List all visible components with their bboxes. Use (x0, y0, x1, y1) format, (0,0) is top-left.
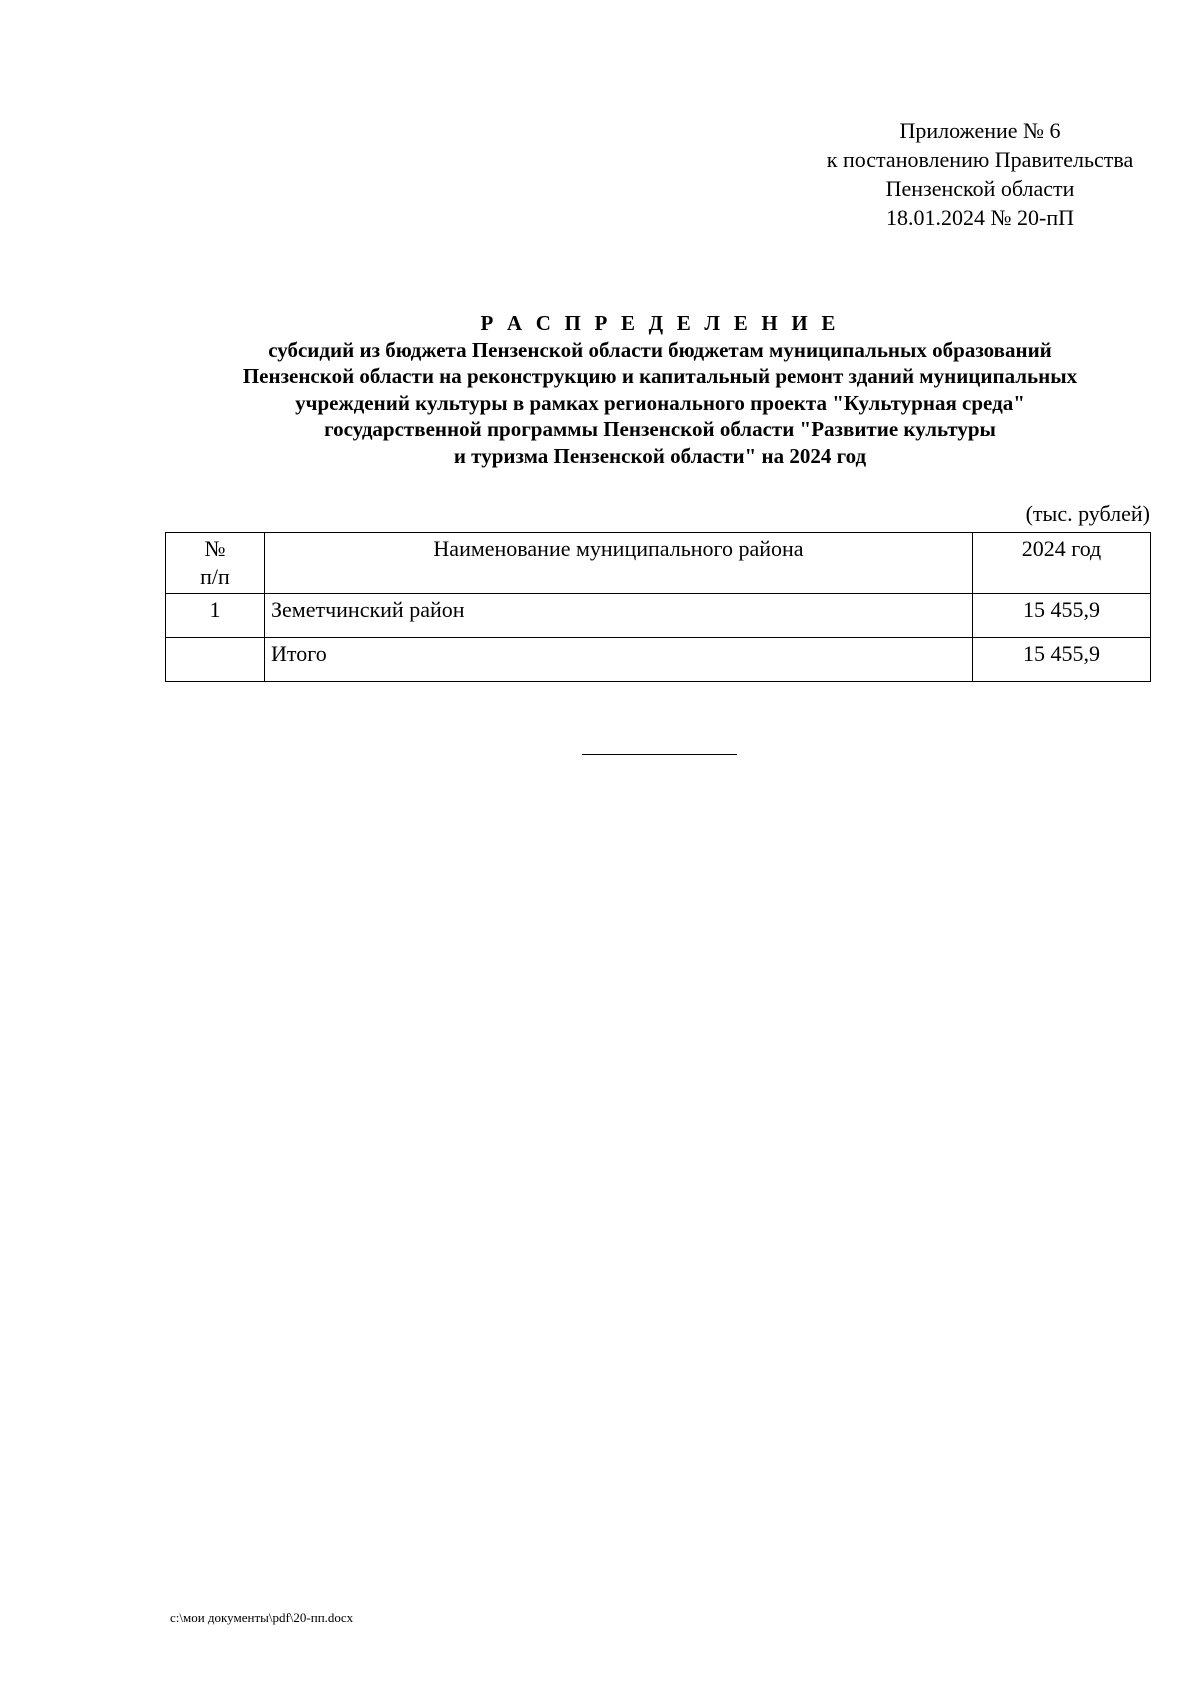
title-line-3: учреждений культуры в рамках регионального проекта "Культурная среда" (295, 390, 1025, 415)
row-total-label: Итого (265, 638, 973, 682)
header-year: 2024 год (973, 533, 1151, 594)
title-heading: Р А С П Р Е Д Е Л Е Н И Е (480, 311, 840, 335)
header-number (166, 533, 265, 594)
document-title (150, 310, 1170, 469)
appendix-header (800, 116, 1160, 232)
units-label: (тыс. рублей) (1025, 501, 1150, 526)
footer-file-path: c:\мои документы\pdf\20-пп.docx (170, 1610, 354, 1625)
title-line-1: субсидий из бюджета Пензенской области бюджетам муниципальных образований (268, 337, 1052, 362)
appendix-date-number: 18.01.2024 № 20-пП (886, 205, 1074, 230)
header-number-abbrev: п/п (200, 564, 230, 589)
title-line-2: Пензенской области на реконструкцию и капитальный ремонт зданий муниципальных (242, 364, 1078, 388)
row-district-name: Земетчинский район (265, 594, 973, 638)
row-total-value: 15 455,9 (973, 638, 1151, 682)
row-value: 15 455,9 (973, 594, 1151, 638)
appendix-number: Приложение № 6 (899, 118, 1061, 143)
distribution-table (165, 532, 1151, 682)
title-line-4: государственной программы Пензенской области "Развитие культуры (324, 417, 996, 441)
appendix-region: Пензенской области (885, 176, 1075, 201)
header-district-name: Наименование муниципального района (265, 533, 973, 594)
appendix-reference: к постановлению Правительства (826, 147, 1134, 172)
table-row (166, 594, 1151, 638)
closing-divider (582, 754, 737, 755)
header-number-sign: № (204, 536, 226, 561)
row-number: 1 (166, 594, 265, 638)
row-number (166, 638, 265, 682)
table-row-total (166, 638, 1151, 682)
title-line-5: и туризма Пензенской области" на 2024 год (453, 443, 867, 468)
table-header-row (166, 533, 1151, 594)
